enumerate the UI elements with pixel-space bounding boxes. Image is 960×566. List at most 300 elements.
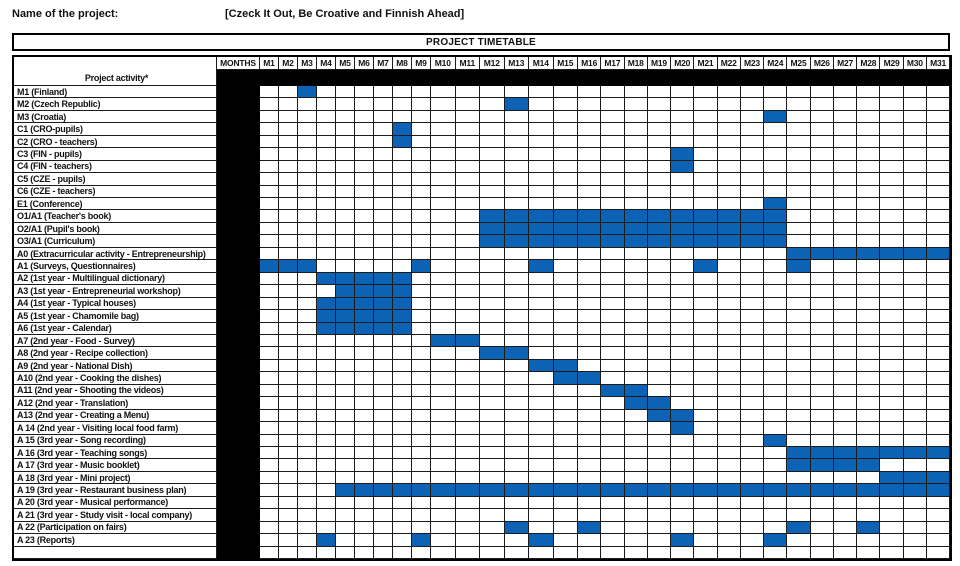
months-column-black — [217, 435, 260, 447]
timeline-cell — [764, 447, 787, 459]
timeline-cell — [764, 86, 787, 98]
timeline-cell — [336, 360, 355, 372]
timeline-cell — [927, 210, 950, 222]
timeline-cell — [857, 111, 880, 123]
timeline-cell — [456, 522, 481, 534]
timeline-cell — [927, 509, 950, 521]
timeline-cell — [336, 136, 355, 148]
timeline-cell — [741, 459, 764, 471]
timeline-cell — [279, 223, 298, 235]
timeline-cell — [317, 136, 336, 148]
timeline-cell — [811, 235, 834, 247]
month-header-cell-12: M12 — [480, 57, 505, 70]
timeline-cell — [601, 372, 624, 384]
timeline-cell — [601, 385, 624, 397]
timeline-cell — [355, 497, 374, 509]
timeline-cell — [431, 148, 456, 160]
timeline-cell — [431, 210, 456, 222]
timeline-cell — [601, 248, 624, 260]
timeline-cell — [505, 435, 530, 447]
timeline-cell — [694, 310, 717, 322]
timeline-cell — [787, 285, 810, 297]
timeline-cell — [578, 260, 601, 272]
timeline-cell — [336, 86, 355, 98]
timeline-cell — [279, 497, 298, 509]
month-header-cell-24: M24 — [764, 57, 787, 70]
timeline-cell — [412, 323, 431, 335]
timeline-cell — [480, 347, 505, 359]
timeline-cell — [648, 260, 671, 272]
timeline-cell — [317, 148, 336, 160]
timeline-cell — [625, 86, 648, 98]
timeline-cell — [578, 372, 601, 384]
timeline-cell — [625, 223, 648, 235]
timeline-cell — [279, 397, 298, 409]
timeline-cell — [927, 260, 950, 272]
timeline-cell — [480, 472, 505, 484]
timeline-cell — [393, 422, 412, 434]
timeline-cell — [374, 522, 393, 534]
timeline-cell — [554, 310, 579, 322]
activity-label: A5 (1st year - Chamomile bag) — [14, 310, 217, 322]
timeline-cell — [671, 285, 694, 297]
timeline-cell — [718, 210, 741, 222]
timeline-cell — [529, 148, 554, 160]
timeline-cell — [260, 310, 279, 322]
timeline-cell — [764, 497, 787, 509]
month-header-cell-23: M23 — [741, 57, 764, 70]
timeline-cell — [764, 484, 787, 496]
timeline-cell — [764, 98, 787, 110]
timeline-cell — [355, 522, 374, 534]
timeline-cell — [857, 335, 880, 347]
timeline-cell — [648, 235, 671, 247]
timeline-cell — [764, 459, 787, 471]
black-strip-cell — [787, 70, 810, 86]
timeline-cell — [505, 235, 530, 247]
timeline-cell — [298, 385, 317, 397]
months-black-strip — [217, 70, 260, 86]
timeline-cell — [625, 273, 648, 285]
black-strip-cell — [505, 70, 530, 86]
timeline-cell — [260, 148, 279, 160]
timeline-cell — [904, 98, 927, 110]
timeline-cell — [431, 273, 456, 285]
timeline-cell — [480, 210, 505, 222]
timeline-cell — [529, 98, 554, 110]
black-strip-cell — [456, 70, 481, 86]
timeline-cell — [880, 248, 903, 260]
months-column-black — [217, 459, 260, 471]
timeline-cell — [787, 198, 810, 210]
timeline-cell — [834, 235, 857, 247]
timeline-cell — [260, 235, 279, 247]
activity-label: O3/A1 (Curriculum) — [14, 235, 217, 247]
timeline-cell — [456, 372, 481, 384]
timeline-cell — [355, 534, 374, 546]
activity-label: A4 (1st year - Typical houses) — [14, 298, 217, 310]
timeline-cell — [431, 372, 456, 384]
timeline-cell — [393, 410, 412, 422]
timeline-cell — [927, 447, 950, 459]
month-header-cell-10: M10 — [431, 57, 456, 70]
timeline-cell — [694, 136, 717, 148]
timeline-cell — [298, 123, 317, 135]
timeline-cell — [298, 497, 317, 509]
timeline-cell — [260, 347, 279, 359]
timeline-cell — [927, 397, 950, 409]
timeline-cell — [857, 534, 880, 546]
timeline-cell — [431, 497, 456, 509]
timeline-cell — [625, 397, 648, 409]
timeline-cell — [431, 459, 456, 471]
timeline-cell — [625, 148, 648, 160]
timeline-cell — [355, 123, 374, 135]
black-strip-cell — [298, 70, 317, 86]
timeline-cell — [648, 360, 671, 372]
timeline-cell — [764, 410, 787, 422]
timeline-cell — [787, 310, 810, 322]
timeline-cell — [625, 422, 648, 434]
timeline-cell — [880, 509, 903, 521]
timeline-cell — [694, 472, 717, 484]
black-strip-cell — [718, 70, 741, 86]
timeline-cell — [298, 534, 317, 546]
timeline-cell — [355, 198, 374, 210]
timeline-cell — [904, 123, 927, 135]
timeline-cell — [625, 372, 648, 384]
timeline-cell — [279, 459, 298, 471]
timeline-cell — [298, 298, 317, 310]
timeline-cell — [412, 509, 431, 521]
timeline-cell — [336, 260, 355, 272]
timeline-cell — [554, 98, 579, 110]
timeline-cell — [336, 173, 355, 185]
timeline-cell — [694, 509, 717, 521]
timeline-cell — [648, 435, 671, 447]
timeline-cell — [694, 323, 717, 335]
month-header-cell-5: M5 — [336, 57, 355, 70]
timeline-cell — [880, 522, 903, 534]
timeline-cell — [298, 410, 317, 422]
timeline-cell — [694, 98, 717, 110]
timeline-cell — [718, 161, 741, 173]
activity-label: A3 (1st year - Entrepreneurial workshop) — [14, 285, 217, 297]
timeline-cell — [279, 310, 298, 322]
timeline-cell — [505, 484, 530, 496]
timeline-cell — [671, 484, 694, 496]
timeline-cell — [811, 484, 834, 496]
month-header-cell-16: M16 — [578, 57, 601, 70]
timeline-cell — [601, 435, 624, 447]
timeline-cell — [374, 509, 393, 521]
timeline-cell — [904, 509, 927, 521]
timeline-cell — [857, 123, 880, 135]
timeline-cell — [298, 273, 317, 285]
black-strip-cell — [880, 70, 903, 86]
timeline-cell — [880, 385, 903, 397]
timeline-cell — [317, 547, 336, 559]
timeline-cell — [601, 186, 624, 198]
timeline-cell — [431, 123, 456, 135]
timeline-cell — [578, 347, 601, 359]
timeline-cell — [694, 248, 717, 260]
timeline-cell — [694, 522, 717, 534]
timeline-cell — [718, 522, 741, 534]
timeline-cell — [279, 285, 298, 297]
timeline-cell — [904, 298, 927, 310]
timeline-cell — [456, 210, 481, 222]
timeline-cell — [374, 497, 393, 509]
timeline-cell — [718, 235, 741, 247]
timeline-cell — [355, 98, 374, 110]
timeline-cell — [317, 447, 336, 459]
timeline-cell — [648, 410, 671, 422]
timeline-cell — [834, 372, 857, 384]
timeline-cell — [671, 522, 694, 534]
month-header-cell-11: M11 — [456, 57, 481, 70]
timeline-cell — [741, 136, 764, 148]
timeline-cell — [554, 186, 579, 198]
timeline-cell — [764, 136, 787, 148]
timeline-cell — [393, 235, 412, 247]
timeline-cell — [431, 198, 456, 210]
timeline-cell — [811, 472, 834, 484]
timeline-cell — [456, 260, 481, 272]
timeline-cell — [260, 223, 279, 235]
timeline-cell — [529, 335, 554, 347]
timeline-cell — [764, 347, 787, 359]
timeline-cell — [317, 310, 336, 322]
timeline-cell — [298, 235, 317, 247]
timeline-cell — [927, 522, 950, 534]
timeline-cell — [456, 285, 481, 297]
months-header-cell: MONTHS — [217, 57, 260, 70]
timeline-cell — [927, 547, 950, 559]
timeline-cell — [880, 447, 903, 459]
timeline-cell — [904, 86, 927, 98]
timeline-cell — [260, 173, 279, 185]
timeline-cell — [625, 360, 648, 372]
timeline-cell — [260, 422, 279, 434]
timeline-cell — [336, 210, 355, 222]
timeline-cell — [718, 547, 741, 559]
timeline-cell — [298, 372, 317, 384]
timeline-cell — [412, 385, 431, 397]
timeline-cell — [811, 547, 834, 559]
timeline-cell — [554, 534, 579, 546]
timeline-cell — [764, 522, 787, 534]
timeline-cell — [317, 472, 336, 484]
timeline-cell — [834, 260, 857, 272]
timeline-cell — [741, 410, 764, 422]
timeline-cell — [764, 285, 787, 297]
timeline-cell — [456, 161, 481, 173]
timeline-cell — [260, 273, 279, 285]
timeline-cell — [811, 385, 834, 397]
timeline-cell — [279, 198, 298, 210]
black-strip-cell — [601, 70, 624, 86]
timeline-cell — [505, 397, 530, 409]
timeline-cell — [317, 397, 336, 409]
timeline-cell — [880, 497, 903, 509]
timeline-cell — [601, 136, 624, 148]
timeline-cell — [834, 509, 857, 521]
timeline-cell — [741, 335, 764, 347]
timeline-cell — [298, 111, 317, 123]
timeline-cell — [904, 435, 927, 447]
timeline-cell — [480, 372, 505, 384]
timeline-cell — [811, 435, 834, 447]
month-header-cell-15: M15 — [554, 57, 579, 70]
timeline-cell — [648, 223, 671, 235]
timeline-cell — [880, 397, 903, 409]
timeline-cell — [412, 86, 431, 98]
timeline-cell — [787, 273, 810, 285]
timeline-cell — [694, 260, 717, 272]
timeline-cell — [718, 385, 741, 397]
timeline-cell — [648, 459, 671, 471]
timeline-cell — [741, 472, 764, 484]
black-strip-cell — [741, 70, 764, 86]
timeline-cell — [834, 484, 857, 496]
timeline-cell — [260, 447, 279, 459]
timeline-cell — [298, 472, 317, 484]
timeline-cell — [355, 385, 374, 397]
timeline-cell — [625, 248, 648, 260]
black-strip-cell — [764, 70, 787, 86]
timeline-cell — [764, 385, 787, 397]
timeline-cell — [904, 223, 927, 235]
timeline-cell — [578, 385, 601, 397]
timeline-cell — [787, 347, 810, 359]
timeline-cell — [279, 323, 298, 335]
timeline-cell — [480, 335, 505, 347]
timeline-cell — [260, 435, 279, 447]
timeline-cell — [505, 472, 530, 484]
timeline-cell — [694, 435, 717, 447]
timeline-cell — [904, 210, 927, 222]
timeline-cell — [625, 186, 648, 198]
timeline-cell — [694, 459, 717, 471]
timeline-cell — [578, 210, 601, 222]
timeline-cell — [456, 235, 481, 247]
timeline-cell — [787, 223, 810, 235]
timeline-cell — [648, 136, 671, 148]
timeline-cell — [279, 248, 298, 260]
months-column-black — [217, 522, 260, 534]
timeline-cell — [279, 347, 298, 359]
timeline-cell — [601, 410, 624, 422]
timeline-cell — [741, 509, 764, 521]
timeline-cell — [412, 534, 431, 546]
timeline-cell — [718, 223, 741, 235]
timeline-cell — [412, 435, 431, 447]
timeline-cell — [279, 385, 298, 397]
month-header-cell-1: M1 — [260, 57, 279, 70]
timeline-cell — [355, 298, 374, 310]
timeline-cell — [601, 422, 624, 434]
timeline-cell — [298, 484, 317, 496]
timeline-cell — [764, 360, 787, 372]
timeline-cell — [393, 173, 412, 185]
timeline-cell — [431, 136, 456, 148]
timeline-cell — [625, 111, 648, 123]
timeline-cell — [625, 497, 648, 509]
timeline-cell — [880, 223, 903, 235]
timeline-cell — [505, 98, 530, 110]
timeline-cell — [317, 298, 336, 310]
timeline-cell — [880, 472, 903, 484]
timeline-cell — [554, 223, 579, 235]
timeline-cell — [857, 248, 880, 260]
timeline-cell — [718, 198, 741, 210]
timeline-cell — [694, 484, 717, 496]
month-header-cell-3: M3 — [298, 57, 317, 70]
timeline-cell — [298, 210, 317, 222]
months-column-black — [217, 310, 260, 322]
timeline-cell — [787, 210, 810, 222]
timeline-cell — [505, 161, 530, 173]
timeline-cell — [412, 347, 431, 359]
activity-header-spacer — [14, 57, 217, 70]
timeline-cell — [393, 248, 412, 260]
timeline-cell — [927, 173, 950, 185]
timeline-cell — [279, 534, 298, 546]
timeline-cell — [298, 310, 317, 322]
timeline-cell — [904, 335, 927, 347]
timeline-cell — [480, 86, 505, 98]
timeline-cell — [811, 186, 834, 198]
timeline-cell — [317, 335, 336, 347]
timeline-cell — [260, 385, 279, 397]
timeline-cell — [904, 484, 927, 496]
month-header-cell-9: M9 — [412, 57, 431, 70]
timeline-cell — [456, 86, 481, 98]
timeline-cell — [456, 111, 481, 123]
timeline-cell — [927, 248, 950, 260]
timeline-cell — [834, 298, 857, 310]
timeline-cell — [529, 347, 554, 359]
activity-label: A 19 (3rd year - Restaurant business plan) — [14, 484, 217, 496]
timeline-cell — [741, 447, 764, 459]
timeline-cell — [927, 285, 950, 297]
timeline-cell — [505, 198, 530, 210]
timeline-cell — [834, 98, 857, 110]
timeline-cell — [374, 534, 393, 546]
timeline-cell — [718, 459, 741, 471]
timeline-cell — [554, 422, 579, 434]
timeline-cell — [374, 484, 393, 496]
timeline-cell — [694, 372, 717, 384]
timeline-cell — [578, 360, 601, 372]
timeline-cell — [671, 472, 694, 484]
timeline-cell — [355, 347, 374, 359]
timeline-cell — [431, 186, 456, 198]
timeline-cell — [374, 323, 393, 335]
timeline-cell — [336, 385, 355, 397]
black-strip-cell — [279, 70, 298, 86]
timeline-cell — [317, 509, 336, 521]
timeline-cell — [625, 98, 648, 110]
timeline-cell — [578, 148, 601, 160]
timeline-cell — [857, 372, 880, 384]
month-header-cell-13: M13 — [505, 57, 530, 70]
timeline-cell — [480, 522, 505, 534]
timeline-cell — [671, 123, 694, 135]
timeline-cell — [336, 335, 355, 347]
timeline-cell — [578, 459, 601, 471]
